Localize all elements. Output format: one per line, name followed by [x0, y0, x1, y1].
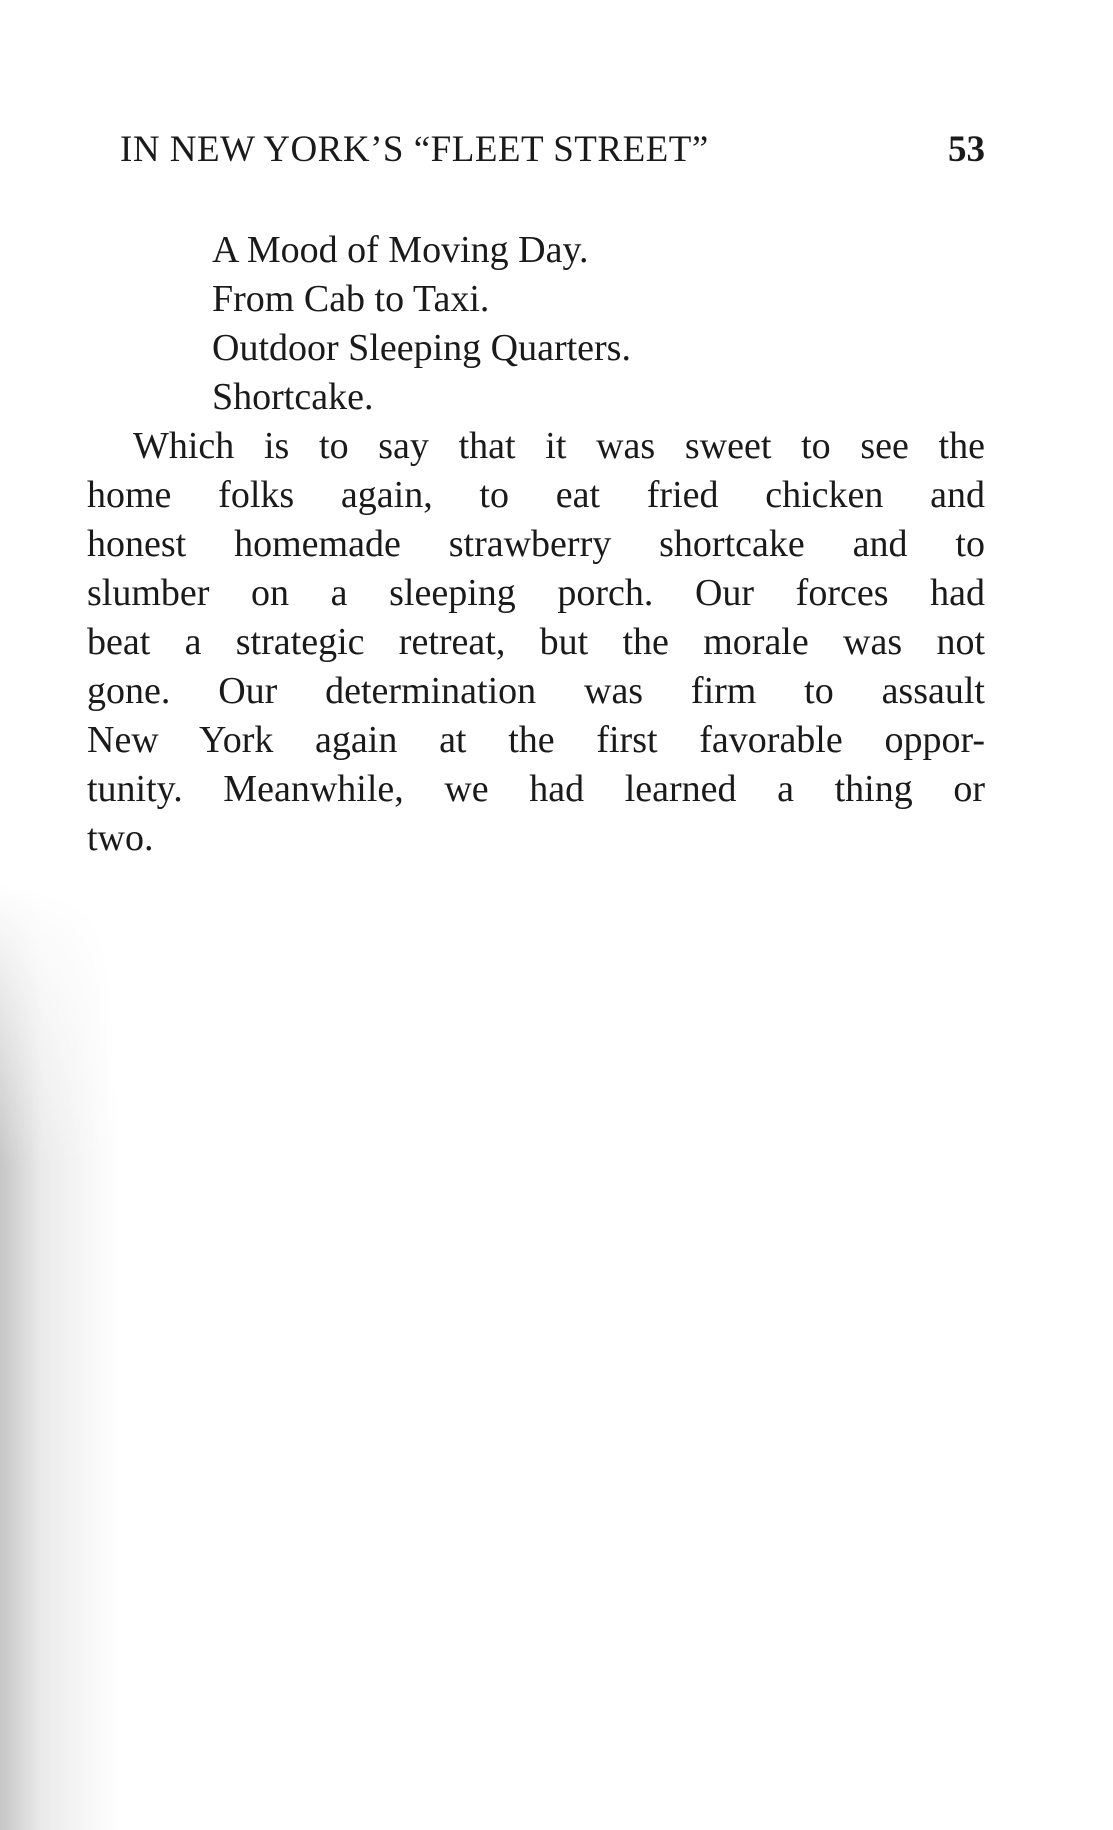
page-number: 53 [948, 129, 985, 170]
paragraph-line: tunity. Meanwhile, we had learned a thing or [87, 768, 985, 810]
running-head [120, 128, 985, 178]
paragraph-line: slumber on a sleeping porch. Our forces had [87, 572, 985, 614]
paragraph-line: gone. Our determination was firm to assault [87, 670, 985, 712]
scan-edge-shadow [0, 880, 120, 1830]
paragraph-line: New York again at the first favorable oppor- [87, 719, 985, 761]
section-heading: A Mood of Moving Day. [212, 229, 589, 271]
body-paragraph [87, 422, 985, 863]
section-heading: From Cab to Taxi. [212, 278, 490, 320]
paragraph-line: Which is to say that it was sweet to see the [133, 425, 985, 467]
running-head-title: IN NEW YORK’S “FLEET STREET” [120, 129, 709, 170]
section-heading: Shortcake. [212, 376, 374, 418]
paragraph-line: home folks again, to eat fried chicken and [87, 474, 985, 516]
paragraph-line: beat a strategic retreat, but the morale was not [87, 621, 985, 663]
paragraph-line: two. [87, 817, 154, 859]
paragraph-line: honest homemade strawberry shortcake and to [87, 523, 985, 565]
section-headings-list [212, 226, 631, 422]
section-heading: Outdoor Sleeping Quarters. [212, 327, 631, 369]
